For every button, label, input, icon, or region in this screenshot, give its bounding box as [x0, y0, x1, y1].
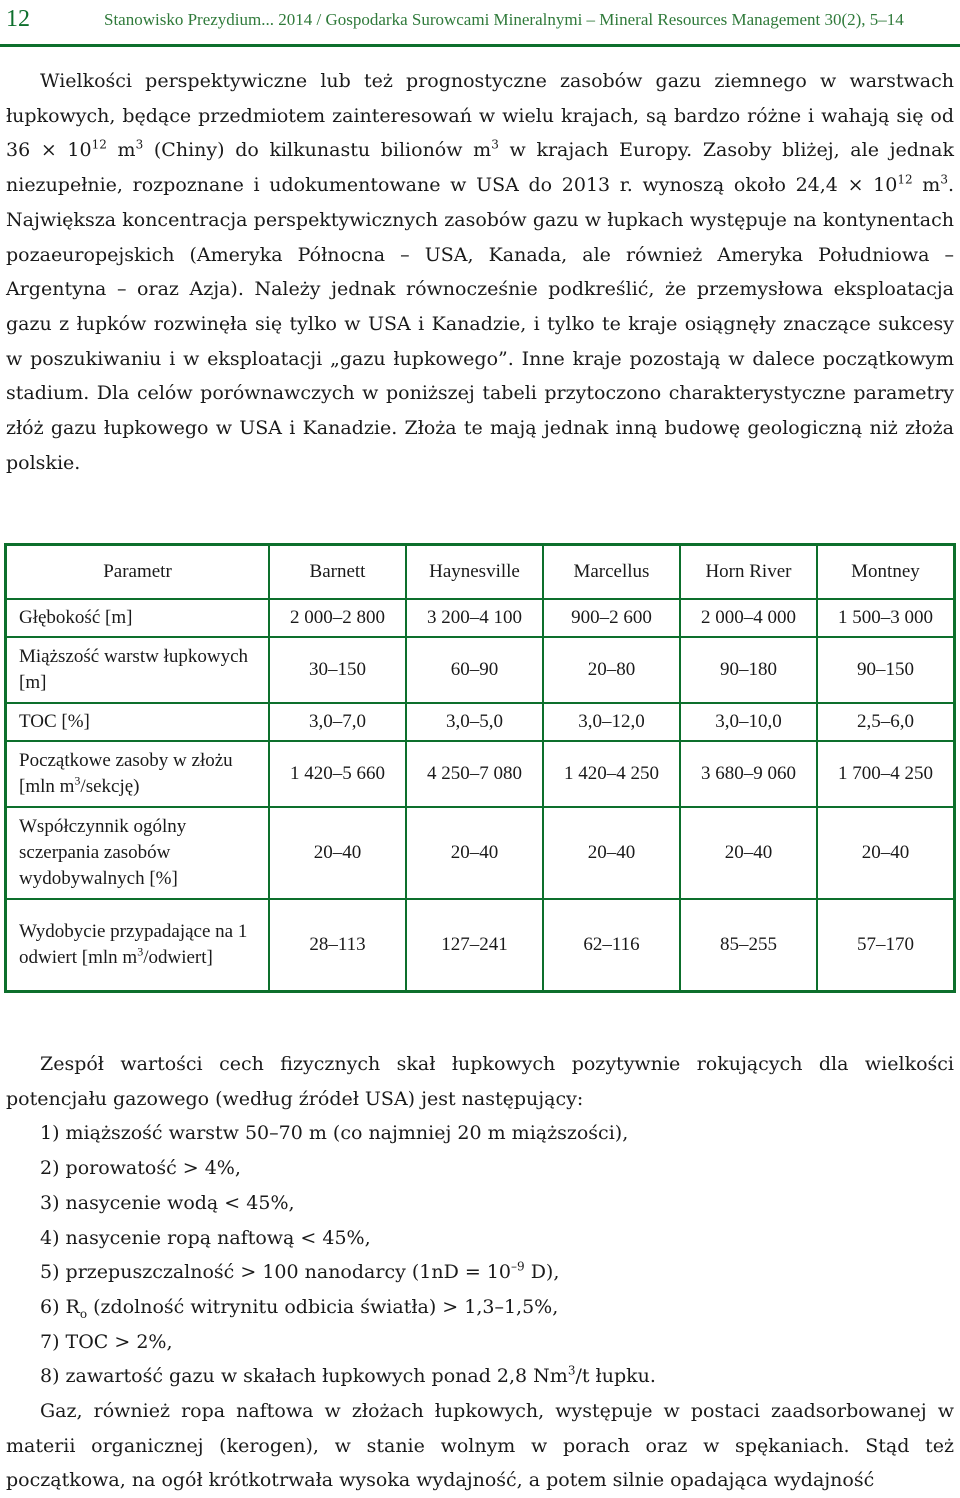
intro-text-1: Wielkości perspektywiczne lub też prognostyczne zasobów gazu ziemnego w warstwach łupkowych, będące przedmiotem zainteresowań w wielu krajach, są bardzo różne i wahają się od 36 × 10 [6, 70, 954, 162]
table-value-cell: 90–180 [680, 637, 817, 703]
list-item-text: 5) przepuszczalność > 100 nanodarcy (1nD = 10 [40, 1261, 512, 1284]
table-row [6, 899, 955, 991]
list-item [6, 1255, 954, 1290]
table-value-cell: 60–90 [406, 637, 543, 703]
closing-paragraph: Gaz, również ropa naftowa w złożach łupkowych, występuje w postaci zaadsorbowanej w materii organicznej (kerogen), w stanie wolnym w porach oraz w spękaniach. Stąd też początkowa, na ogół krótkotrwała wysoka wydajność, a potem silnie opadająca wydajność [6, 1400, 954, 1492]
list-item-sub: o [79, 1306, 88, 1321]
table-value-cell: 20–40 [406, 807, 543, 899]
intro-sup-1: 12 [91, 138, 107, 153]
param-text: /odwiert] [143, 946, 213, 968]
table-header-cell: Montney [817, 545, 955, 600]
param-sup: 3 [74, 773, 81, 788]
table-header-cell: Haynesville [406, 545, 543, 600]
intro-text-3: (Chiny) do kilkunastu bilionów m [143, 139, 492, 162]
table-value-cell: 28–113 [269, 899, 406, 991]
intro-text-6: . Największa koncentracja perspektywicznych zasobów gazu w łupkach występuje na kontynentach pozaeuropejskich (Ameryka Północna – USA, Kanada, ale również Ameryka Południowa – Argentyna – oraz Azja). Należy jednak równocześnie podkreślić, że przemysłowa eksploatacja gazu z łupków rozwinęła się tylko w USA i Kanadzie, i tylko te kraje osiągnęły znaczące sukcesy w poszukiwaniu i w eksploatacji „gazu łupkowego”. Inne kraje pozostają w dalece początkowym stadium. Dla celów porównawczych w poniższej tabeli przytoczono charakterystyczne parametry złóż gazu łupkowego w USA i Kanadzie. Złoża te mają jednak inną budowę geologiczną niż złoża polskie. [6, 174, 954, 474]
table-header-cell: Marcellus [543, 545, 680, 600]
table-param-cell: Współczynnik ogólny sczerpania zasobów wydobywalnych [%] [6, 807, 270, 899]
table-value-cell: 1 700–4 250 [817, 741, 955, 807]
list-item-text: /t łupku. [575, 1365, 656, 1388]
table-value-cell: 3,0–7,0 [269, 703, 406, 741]
table-value-cell: 57–170 [817, 899, 955, 991]
table-row [6, 599, 955, 637]
list-item-sup: –9 [511, 1259, 525, 1274]
table-row [6, 741, 955, 807]
intro-sup-3: 3 [491, 138, 499, 153]
table-value-cell: 3,0–10,0 [680, 703, 817, 741]
table-header-cell: Barnett [269, 545, 406, 600]
intro-sup-5: 3 [940, 172, 948, 187]
table-value-cell: 20–40 [269, 807, 406, 899]
param-text: Wydobycie przypadające na 1 odwiert [mln m [19, 920, 248, 968]
table-value-cell: 1 420–4 250 [543, 741, 680, 807]
table-value-cell: 20–40 [680, 807, 817, 899]
table-value-cell: 900–2 600 [543, 599, 680, 637]
list-item: 3) nasycenie wodą < 45%, [40, 1191, 295, 1214]
param-text: /sekcję) [80, 776, 140, 797]
list-item-sup: 3 [567, 1364, 576, 1378]
table-row [6, 807, 955, 899]
shale-parameters-table [4, 543, 956, 993]
table-value-cell: 4 250–7 080 [406, 741, 543, 807]
table-param-cell: Miąższość warstw łupkowych [m] [6, 637, 270, 703]
table-value-cell: 62–116 [543, 899, 680, 991]
table-header-cell: Horn River [680, 545, 817, 600]
table-param-cell: TOC [%] [6, 703, 270, 741]
table-value-cell: 1 500–3 000 [817, 599, 955, 637]
page-number: 12 [6, 6, 30, 32]
param-text: Początkowe zasoby w złożu [mln m [19, 750, 233, 797]
criteria-section [6, 1047, 954, 1498]
table-header-row [6, 545, 955, 600]
list-item: 4) nasycenie ropą naftową < 45%, [40, 1226, 371, 1249]
table-value-cell: 2 000–2 800 [269, 599, 406, 637]
table-value-cell: 20–80 [543, 637, 680, 703]
table-value-cell: 127–241 [406, 899, 543, 991]
table-row [6, 703, 955, 741]
list-item-text: D), [524, 1261, 560, 1284]
running-header [0, 0, 960, 47]
table-value-cell: 85–255 [680, 899, 817, 991]
param-sup: 3 [137, 944, 144, 959]
table-value-cell: 3,0–5,0 [406, 703, 543, 741]
list-item [6, 1290, 954, 1325]
table-value-cell: 3,0–12,0 [543, 703, 680, 741]
table-value-cell: 2 000–4 000 [680, 599, 817, 637]
table-param-cell [6, 899, 270, 991]
intro-paragraph [6, 64, 954, 480]
table-header-cell: Parametr [6, 545, 270, 600]
intro-sup-4: 12 [897, 172, 913, 187]
list-item-text: (zdolność witrynitu odbicia światła) > 1,3–1,5%, [87, 1295, 559, 1318]
list-item-text: 6) R [40, 1295, 80, 1318]
table-value-cell: 90–150 [817, 637, 955, 703]
list-item: 7) TOC > 2%, [40, 1330, 173, 1353]
list-item-text: 8) zawartość gazu w skałach łupkowych ponad 2,8 Nm [40, 1365, 568, 1388]
list-item: 2) porowatość > 4%, [40, 1157, 241, 1180]
intro-text-5: m [912, 174, 941, 197]
intro-sup-2: 3 [135, 138, 144, 153]
table-value-cell: 20–40 [543, 807, 680, 899]
table-param-cell [6, 741, 270, 807]
table-value-cell: 1 420–5 660 [269, 741, 406, 807]
running-head-text: Stanowisko Prezydium... 2014 / Gospodarka Surowcami Mineralnymi – Mineral Resources Management 30(2), 5–14 [104, 10, 904, 29]
criteria-intro: Zespół wartości cech fizycznych skał łupkowych pozytywnie rokujących dla wielkości potencjału gazowego (według źródeł USA) jest następujący: [6, 1053, 954, 1110]
intro-text-2: m [106, 139, 136, 162]
table-value-cell: 3 200–4 100 [406, 599, 543, 637]
table-value-cell: 2,5–6,0 [817, 703, 955, 741]
table-value-cell: 20–40 [817, 807, 955, 899]
intro-text-4: w krajach Europy. Zasoby bliżej, ale jednak niezupełnie, rozpoznane i udokumentowane w USA do 2013 r. wynoszą około 24,4 × 10 [6, 139, 954, 197]
list-item: 1) miąższość warstw 50–70 m (co najmniej 20 m miąższości), [40, 1122, 629, 1145]
table-value-cell: 3 680–9 060 [680, 741, 817, 807]
table-value-cell: 30–150 [269, 637, 406, 703]
list-item [6, 1359, 954, 1394]
table-row [6, 637, 955, 703]
table-param-cell: Głębokość [m] [6, 599, 270, 637]
